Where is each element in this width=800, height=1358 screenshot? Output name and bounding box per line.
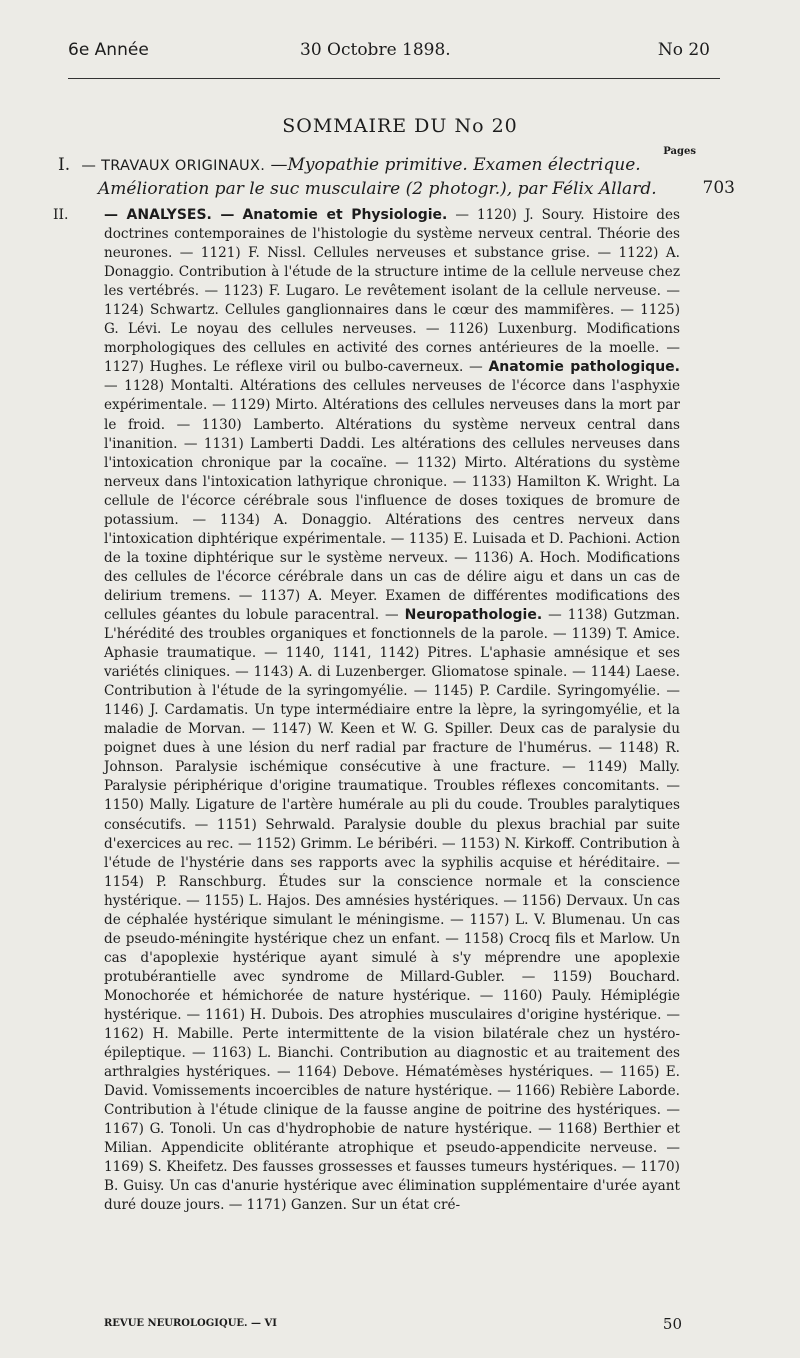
analyses-text-1: — 1120) J. Soury. Histoire des doctrines contemporaines de l'histologie du système nerveux central. Théorie des neurones. — 1121) F. Nissl. Cellules nerveuses et substance grise. — 1122) A. Donaggio. Contribution à l'étude de la structure intime de la cellule nerveuse chez les vertébrés. — 1123) F. Lugaro. Le revêtement isolant de la cellule nerveuse. — 1124) Schwartz. Cellules ganglionnaires dans le cœur des mammifères. — 1125) G. Lévi. Le noyau des cellules nerveuses. — 1126) Luxenburg. Modifications morphologiques des cellules en activité des cornes antérieures de la moelle. — 1127) Hughes. Le réflexe viril ou bulbo-caverneux. — xyxy=(104,207,680,376)
section1-title: —Myopathie primitive. Examen électrique. xyxy=(265,155,641,175)
issue-date: 30 Octobre 1898. xyxy=(300,40,451,60)
section-analyses xyxy=(104,206,680,1215)
subheading-neuropathologie: Neuropathologie. xyxy=(404,606,543,623)
page-footer xyxy=(104,1315,682,1333)
section1-page-number: 703 xyxy=(702,178,735,198)
issue-number: No 20 xyxy=(657,40,710,60)
page-title: SOMMAIRE DU No 20 xyxy=(282,115,518,137)
running-head xyxy=(68,40,710,64)
year-label: 6e Année xyxy=(68,40,149,60)
header-rule xyxy=(68,78,720,79)
section2-number: II. xyxy=(53,207,69,223)
section1-number: I. xyxy=(58,155,71,175)
section1-heading: — TRAVAUX ORIGINAUX. xyxy=(81,158,266,174)
subheading-anatomie-physiologie: Anatomie et Physiologie. xyxy=(242,207,448,223)
analyses-text-3: — 1138) Gutzman. L'hérédité des troubles organiques et fonctionnels de la parole. — 1139) T. Amice. Aphasie traumatique. — 1140, 1141, 1142) Pitres. L'aphasie amnésique et ses variétés cliniques. — 1143) A. di Luzenberger. Gliomatose spinale. — 1144) Laese. Contribution à l'étude de la syringomyélie. — 1145) P. Cardile. Syringomyélie. — 1146) J. Cardamatis. Un type intermédiaire entre la lèpre, la syringomyélie, et la maladie de Morvan. — 1147) W. Keen et W. G. Spiller. Deux cas de paralysie du poignet dues à une lésion du nerf radial par fracture de l'humérus. — 1148) R. Johnson. Paralysie ischémique consécutive à une fracture. — 1149) Mally. Paralysie périphérique d'origine traumatique. Troubles réflexes concomitants. — 1150) Mally. Ligature de l'artère humérale au pli du coude. Troubles paralytiques consécutifs. — 1151) Sehrwald. Paralysie double du plexus brachial par suite d'exercices au rec. — 1152) Grimm. Le béribéri. — 1153) N. Kirkoff. Contribution à l'étude de l'hystérie dans ses rapports avec la syphilis acquise et héréditaire. — 1154) P. Ranschburg. Études sur la conscience normale et la conscience hystérique. — 1155) L. Hajos. Des amnésies hystériques. — 1156) Dervaux. Un cas de céphalée hystérique simulant le méningisme. — 1157) L. V. Blumenau. Un cas de pseudo-méningite hystérique chez un enfant. — 1158) Crocq fils et Marlow. Un cas d'apoplexie hystérique ayant simulé à s'y méprendre une apoplexie protubérantielle avec syndrome de Millard-Gubler. — 1159) Bouchard. Monochorée et hémichorée de nature hystérique. — 1160) Pauly. Hémiplégie hystérique. — 1161) H. Dubois. Des atrophies musculaires d'origine hystérique. — 1162) H. Mabille. Perte intermittente de la vision bilatérale chez un hystéro-épileptique. — 1163) L. Bianchi. Contribution au diagnostic et au traitement des arthralgies hystériques. — 1164) Debove. Hématémèses hystériques. — 1165) E. David. Vomissements incoercibles de nature hystérique. — 1166) Rebière Laborde. Contribution à l'étude clinique de la fausse angine de poitrine des hystériques. — 1167) G. Tonoli. Un cas d'hydrophobie de nature hystérique. — 1168) Berthier et Milian. Appendicite oblitérante atrophique et pseudo-appendicite nerveuse. — 1169) S. Kheifetz. Des fausses grossesses et fausses tumeurs hystériques. — 1170) B. Guisy. Un cas d'anurie hystérique avec élimination supplémentaire d'urée ayant duré douze jours. — 1171) Ganzen. Sur un état cré- xyxy=(104,606,681,1214)
journal-name: REVUE NEUROLOGIQUE. — VI xyxy=(104,1318,277,1329)
analyses-paragraph xyxy=(104,206,680,1215)
folio: 50 xyxy=(662,1315,682,1333)
section1-line2: Amélioration par le suc musculaire (2 photogr.), par Félix Allard. xyxy=(98,179,657,199)
section-travaux-originaux xyxy=(58,154,735,201)
pages-column-label: Pages xyxy=(663,146,696,157)
analyses-text-2: — 1128) Montalti. Altérations des cellules nerveuses de l'écorce dans l'asphyxie expérimentale. — 1129) Mirto. Altérations des cellules nerveuses dans la mort par le froid. — 1130) Lamberto. Altérations du système nerveux central dans l'inanition. — 1131) Lamberti Daddi. Les altérations des cellules nerveuses dans l'intoxication chronique par la cocaïne. — 1132) Mirto. Altérations du système nerveux dans l'intoxication lathyrique chronique. — 1133) Hamilton K. Wright. La cellule de l'écorce cérébrale sous l'influence de doses toxiques de bromure de potassium. — 1134) A. Donaggio. Altérations des centres nerveux dans l'intoxication diphtérique expérimentale. — 1135) E. Luisada et D. Pachioni. Action de la toxine diphtérique sur le système nerveux. — 1136) A. Hoch. Modifications des cellules de l'écorce cérébrale dans un cas de délire aigu et dans un cas de delirium tremens. — 1137) A. Meyer. Examen de différentes modifications des cellules géantes du lobule paracentral. — xyxy=(104,378,680,623)
section1-line1 xyxy=(58,154,718,178)
subheading-anatomie-pathologique: Anatomie pathologique. xyxy=(488,359,680,376)
section2-heading: — ANALYSES. — xyxy=(104,207,235,223)
